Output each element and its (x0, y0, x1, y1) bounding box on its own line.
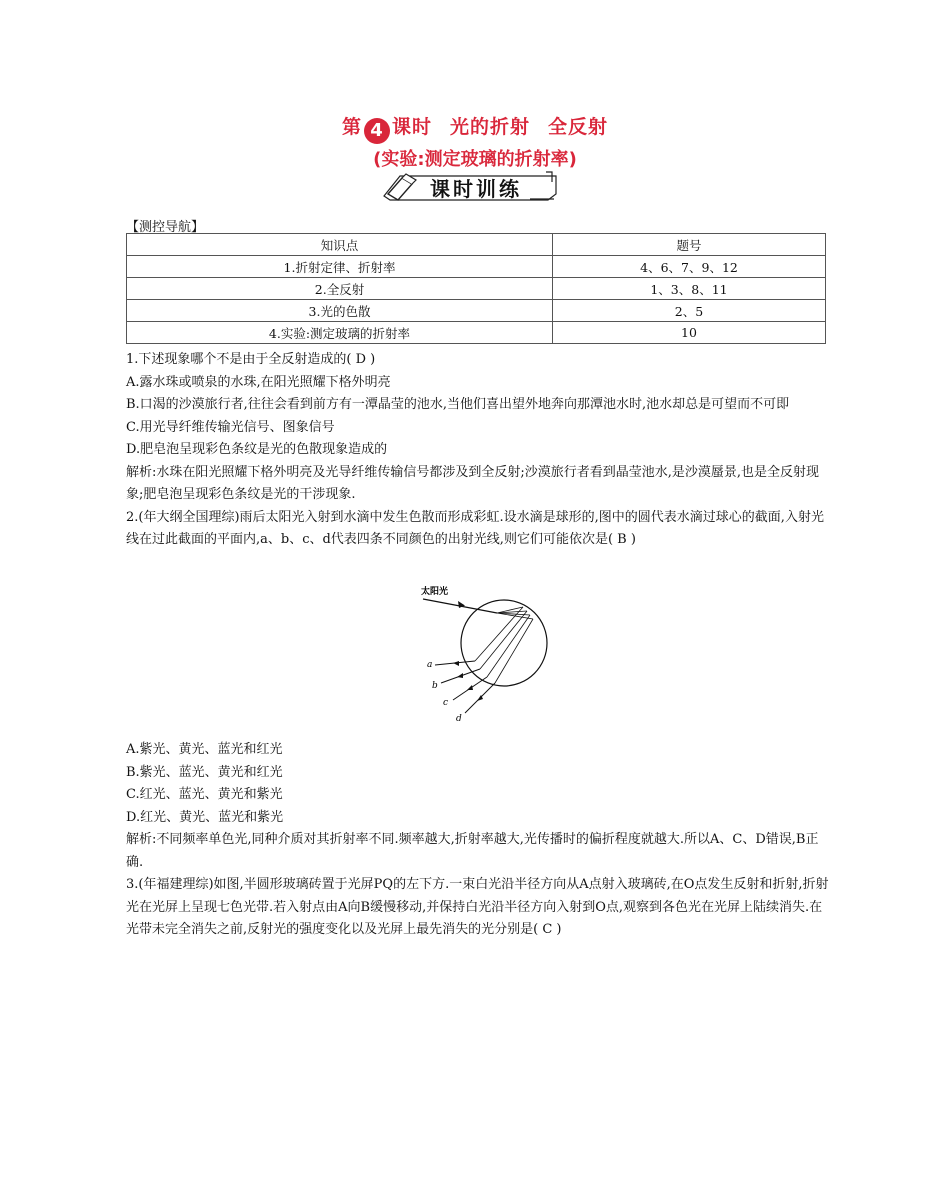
table-row (127, 300, 826, 322)
topic-cell: 3.光的色散 (127, 300, 553, 322)
q2-option-a: A.紫光、黄光、蓝光和红光 (126, 742, 283, 757)
q1-option-d: D.肥皂泡呈现彩色条纹是光的色散现象造成的 (126, 442, 388, 457)
q2-analysis: 解析:不同频率单色光,同种介质对其折射率不同.频率越大,折射率越大,光传播时的偏折程度就越大.所以A、C、D错误,B正确. (126, 832, 819, 870)
table-row (127, 278, 826, 300)
q1-analysis: 解析:水珠在阳光照耀下格外明亮及光导纤维传输信号都涉及到全反射;沙漠旅行者看到晶莹池水,是沙漠蜃景,也是全反射现象;肥皂泡呈现彩色条纹是光的干涉现象. (126, 464, 820, 502)
nav-table (126, 233, 826, 344)
q1-stem: 1.下述现象哪个不是由于全反射造成的( D ) (126, 352, 376, 367)
q2-stem: 2.(年大纲全国理综)雨后太阳光入射到水滴中发生色散而形成彩虹.设水滴是球形的,图中的圆代表水滴过球心的截面,入射光线在过此截面的平面内,a、b、c、d代表四条不同颜色的出射光线,则它们可能依次是( B ) (126, 509, 824, 547)
title-topic-total-reflection: 全反射 (548, 116, 609, 138)
lesson-number-badge: 4 (364, 118, 390, 144)
raindrop-dispersion-figure (415, 583, 555, 723)
sunlight-label: 太阳光 (421, 587, 449, 597)
q1-option-c: C.用光导纤维传输光信号、图象信号 (126, 419, 335, 435)
nav-section-label: 【测控导航】 (126, 220, 205, 235)
ray-label-a: a (427, 660, 433, 670)
table-row (127, 256, 826, 278)
ray-label-d: d (456, 714, 462, 723)
table-row (127, 322, 826, 344)
topic-cell: 4.实验:测定玻璃的折射率 (127, 322, 553, 344)
practice-banner (380, 170, 560, 202)
q1-option-a: A.露水珠或喷泉的水珠,在阳光照耀下格外明亮 (126, 374, 391, 390)
q1-option-b: B.口渴的沙漠旅行者,往往会看到前方有一潭晶莹的池水,当他们喜出望外地奔向那潭池水时,池水却总是可望而不可即 (126, 397, 790, 412)
header-topic: 知识点 (127, 234, 553, 256)
title-prefix: 第 (341, 116, 362, 138)
lesson-title (0, 112, 950, 144)
q3-stem: 3.(年福建理综)如图,半圆形玻璃砖置于光屏PQ的左下方.一束白光沿半径方向从A点射入玻璃砖,在O点发生反射和折射,折射光在光屏上呈现七色光带.若入射点由A向B缓慢移动,并保持白光沿半径方向入射到O点,观察到各色光在光屏上陆续消失.在光带未完全消失之前,反射光的强度变化以及光屏上最先消失的光分别是( C ) (126, 877, 829, 937)
topic-cell: 1.折射定律、折射率 (127, 256, 553, 278)
q2-option-b: B.紫光、蓝光、黄光和红光 (126, 764, 283, 780)
q2-option-d: D.红光、黄光、蓝光和紫光 (126, 809, 284, 825)
title-suffix: 课时 (391, 116, 432, 138)
title-topic-refraction: 光的折射 (450, 116, 531, 138)
q2-option-c: C.红光、蓝光、黄光和紫光 (126, 787, 283, 802)
questions-part2 (126, 739, 830, 942)
questions-part1 (126, 349, 830, 552)
ray-label-c: c (443, 698, 449, 708)
ray-label-b: b (432, 681, 438, 691)
header-questions: 题号 (553, 234, 826, 256)
nav-table-header (127, 234, 826, 256)
questions-cell: 2、5 (553, 300, 826, 322)
questions-cell: 1、3、8、11 (553, 278, 826, 300)
topic-cell: 2.全反射 (127, 278, 553, 300)
banner-label: 课时训练 (430, 177, 522, 201)
questions-cell: 10 (553, 322, 826, 344)
questions-cell: 4、6、7、9、12 (553, 256, 826, 278)
lesson-subtitle: (实验:测定玻璃的折射率) (373, 149, 577, 170)
